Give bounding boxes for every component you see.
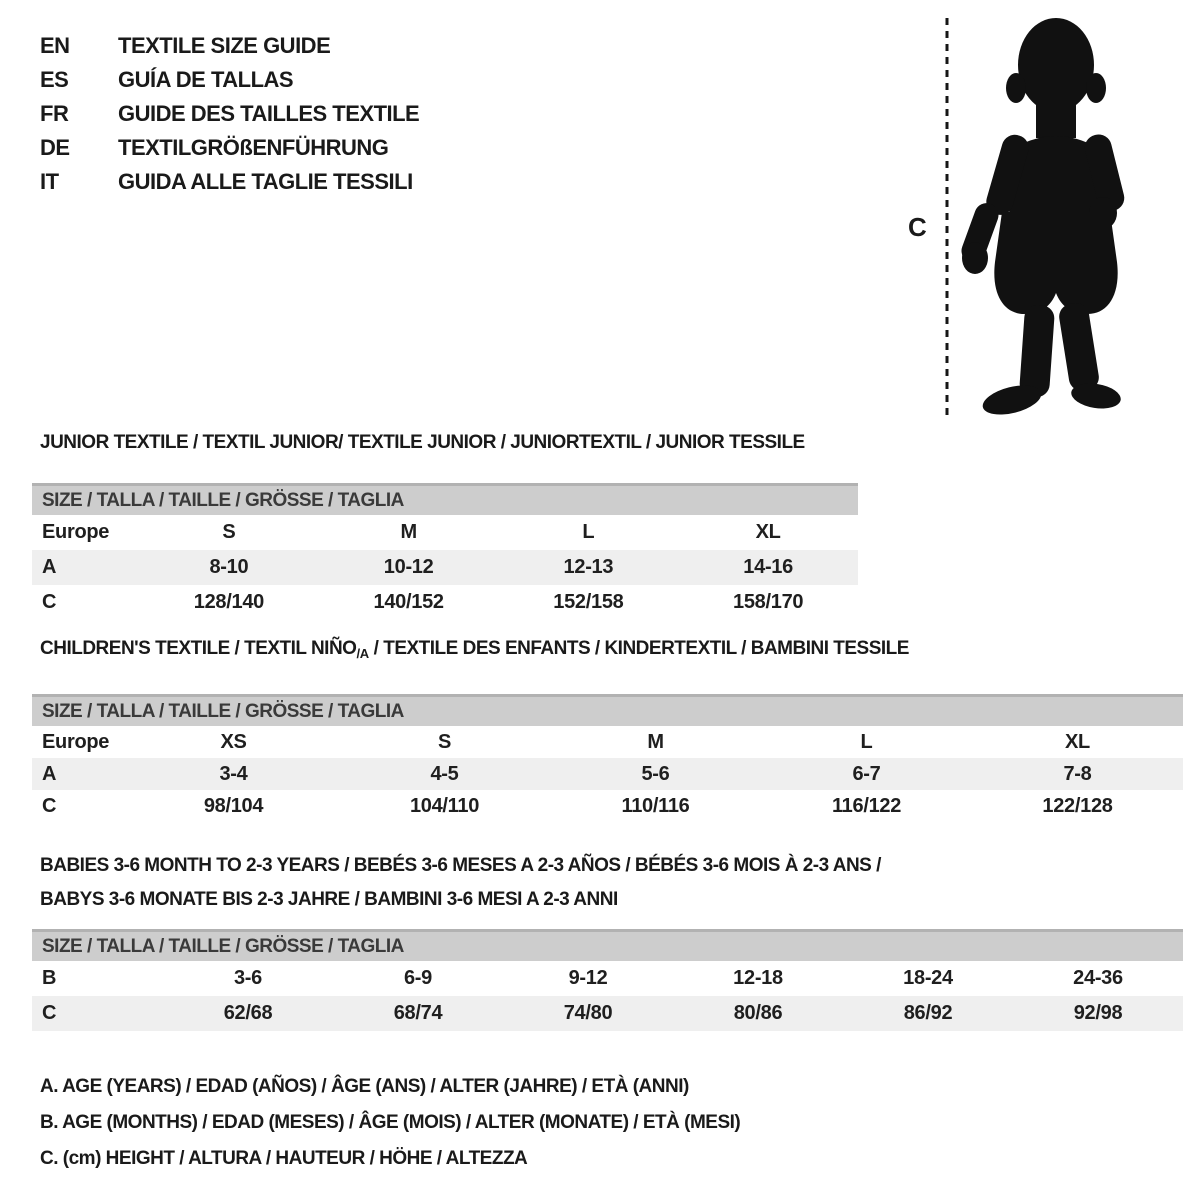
height-cell: 122/128 (1042, 794, 1113, 817)
height-cell: 98/104 (203, 794, 264, 817)
guide-title: GUÍA DE TALLAS (118, 67, 294, 92)
size-cell: M (647, 730, 664, 753)
height-cell: 116/122 (831, 794, 902, 817)
months-cell: 12-18 (733, 967, 783, 989)
age-cell: 10-12 (319, 550, 499, 585)
size-header-bar: SIZE / TALLA / TAILLE / GRÖSSE / TAGLIA (32, 931, 1183, 962)
junior-size-table (32, 483, 858, 620)
table-row (32, 996, 1183, 1031)
babies-title-line2: BABYS 3-6 MONATE BIS 2-3 JAHRE / BAMBINI 3-6 MESI A 2-3 ANNI (40, 889, 618, 910)
height-cell: 86/92 (843, 996, 1013, 1031)
measure-label-c: C (908, 212, 927, 242)
size-header-bar: SIZE / TALLA / TAILLE / GRÖSSE / TAGLIA (32, 485, 858, 516)
children-title-text: / TEXTILE DES ENFANTS / KINDERTEXTIL / BAMBINI TESSILE (368, 638, 909, 659)
table-row (32, 550, 858, 585)
row-label: C (42, 794, 57, 817)
size-cell: L (860, 730, 873, 753)
size-cell: S (222, 521, 236, 543)
language-row (40, 165, 419, 199)
months-cell: 9-12 (568, 967, 608, 989)
language-code: FR (40, 101, 69, 126)
age-cell: 12-13 (499, 550, 679, 585)
language-row (40, 131, 419, 165)
row-label: A (32, 758, 128, 790)
size-header-bar: SIZE / TALLA / TAILLE / GRÖSSE / TAGLIA (32, 696, 1183, 727)
legend-line-c: C. (cm) HEIGHT / ALTURA / HAUTEUR / HÖHE / ALTEZZA (40, 1148, 528, 1169)
row-label: Europe (42, 730, 110, 753)
height-cell: 62/68 (163, 996, 333, 1031)
children-title-text: CHILDREN'S TEXTILE / TEXTIL NIÑO (40, 638, 357, 659)
legend-line-b: B. AGE (MONTHS) / EDAD (MESES) / ÂGE (MOIS) / ALTER (MONATE) / ETÀ (MESI) (40, 1112, 741, 1133)
size-cell: XS (220, 730, 247, 753)
babies-title-line1: BABIES 3-6 MONTH TO 2-3 YEARS / BEBÉS 3-6 MESES A 2-3 AÑOS / BÉBÉS 3-6 MOIS À 2-3 ANS / (40, 855, 881, 876)
size-cell: M (400, 521, 417, 543)
row-label: A (32, 550, 139, 585)
size-cell: L (582, 521, 595, 543)
height-cell: 68/74 (333, 996, 503, 1031)
language-code: ES (40, 67, 69, 92)
row-label: Europe (42, 521, 110, 543)
guide-title: GUIDA ALLE TAGLIE TESSILI (118, 169, 413, 194)
table-row (32, 515, 858, 550)
height-cell: 152/158 (553, 591, 624, 613)
age-cell: 8-10 (139, 550, 319, 585)
age-cell: 14-16 (678, 550, 858, 585)
table-row (32, 726, 1183, 758)
age-cell: 3-4 (128, 758, 339, 790)
height-cell: 140/152 (373, 591, 444, 613)
row-label: C (32, 996, 163, 1031)
height-cell: 92/98 (1013, 996, 1183, 1031)
measurement-legend (40, 1069, 740, 1177)
size-cell: XL (755, 521, 781, 543)
guide-title: TEXTILGRÖßENFÜHRUNG (118, 135, 389, 160)
size-cell: S (437, 730, 452, 753)
language-row (40, 29, 419, 63)
age-cell: 6-7 (761, 758, 972, 790)
language-code: DE (40, 135, 70, 160)
table-row (32, 758, 1183, 790)
children-title-suffix: /A (356, 646, 369, 661)
row-label: C (42, 591, 57, 613)
babies-size-table (32, 929, 1183, 1031)
height-cell: 110/116 (621, 794, 690, 817)
height-cell: 128/140 (193, 591, 264, 613)
language-title-list (40, 29, 419, 199)
table-row (32, 585, 858, 620)
table-row (32, 790, 1183, 822)
children-size-table (32, 694, 1183, 822)
babies-section-title (40, 849, 881, 917)
months-cell: 6-9 (403, 967, 432, 989)
table-row (32, 961, 1183, 996)
guide-title: TEXTILE SIZE GUIDE (118, 33, 331, 58)
months-cell: 18-24 (903, 967, 953, 989)
row-label: B (42, 967, 57, 989)
language-code: IT (40, 169, 59, 194)
legend-line-a: A. AGE (YEARS) / EDAD (AÑOS) / ÂGE (ANS) / ALTER (JAHRE) / ETÀ (ANNI) (40, 1076, 689, 1097)
toddler-silhouette (938, 10, 1158, 420)
children-section-title (40, 637, 909, 666)
language-row (40, 63, 419, 97)
age-cell: 4-5 (339, 758, 550, 790)
language-code: EN (40, 33, 70, 58)
junior-section-title: JUNIOR TEXTILE / TEXTIL JUNIOR/ TEXTILE JUNIOR / JUNIORTEXTIL / JUNIOR TESSILE (40, 432, 805, 453)
months-cell: 3-6 (233, 967, 262, 989)
height-cell: 80/86 (673, 996, 843, 1031)
age-cell: 7-8 (972, 758, 1183, 790)
months-cell: 24-36 (1073, 967, 1123, 989)
height-cell: 158/170 (733, 591, 804, 613)
guide-title: GUIDE DES TAILLES TEXTILE (118, 101, 420, 126)
size-cell: XL (1065, 730, 1090, 753)
height-cell: 74/80 (503, 996, 673, 1031)
height-cell: 104/110 (409, 794, 480, 817)
age-cell: 5-6 (550, 758, 761, 790)
language-row (40, 97, 419, 131)
